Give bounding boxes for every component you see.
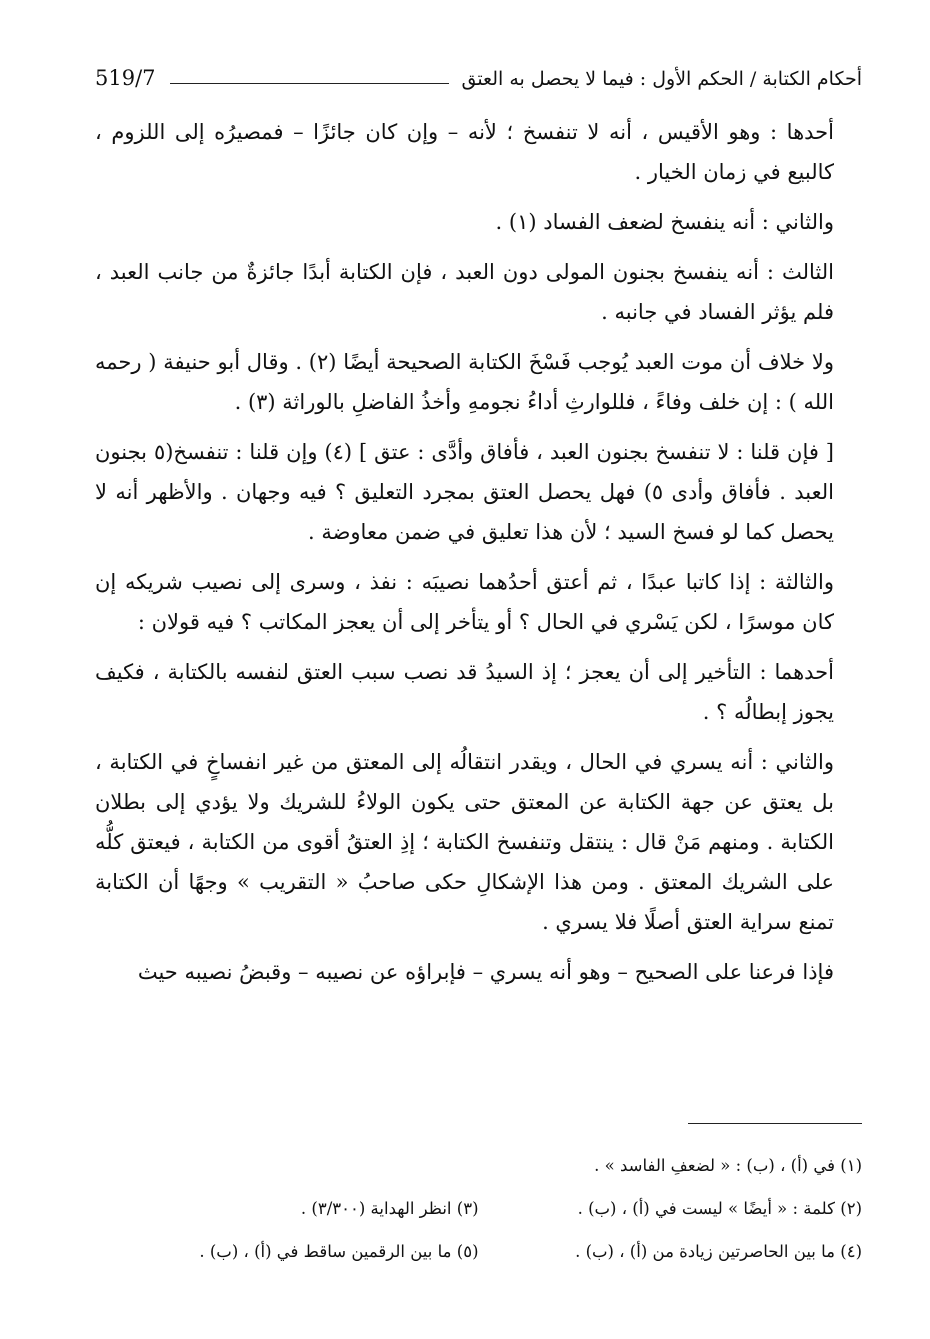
paragraph: الثالث : أنه ينفسخ بجنون المولى دون العبد ، فإن الكتابة أبدًا جائزةٌ من جانب العبد ، فلم يؤثر الفساد في جانبه . [95,260,834,324]
page-number: 519/7 [95,66,156,90]
paragraph: ولا خلاف أن موت العبد يُوجب فَسْخَ الكتابة الصحيحة أيضًا (٢) . وقال أبو حنيفة ( رحمه الله ) : إن خلف وفاءً ، فللوارثِ أداءُ نجومهِ وأخذُ الفاضلِ بالوراثة (٣) . [95,350,834,414]
footnote-3: (٣) انظر الهداية (٣/٣٠٠) . [300,1199,479,1218]
footnote-row [95,1144,862,1187]
paragraph: والثاني : أنه ينفسخ لضعف الفساد (١) . [495,210,834,234]
footnote-row [95,1230,862,1273]
paragraph: أحدها : وهو الأقيس ، أنه لا تنفسخ ؛ لأنه – وإن كان جائزًا – فمصيرُه إلى اللزوم ، كالبيع في زمان الخيار . [95,120,834,184]
paragraph: [ فإن قلنا : لا تنفسخ بجنون العبد ، فأفاق وأدَّى : عتق ] (٤) وإن قلنا : تنفسخ(٥ بجنون العبد . فأفاق وأدى ٥) فهل يحصل العتق بمجرد التعليق ؟ فيه وجهان . والأظهر أنه لا يحصل كما لو فسخ السيد ؛ لأن هذا تعليق في ضمن معاوضة . [95,440,834,544]
footnotes [95,1144,862,1273]
main-text [95,112,862,1002]
paragraph: فإذا فرعنا على الصحيح – وهو أنه يسري – فإبراؤه عن نصيبه – وقبضُ نصيبه حيث [137,960,834,984]
paragraph: والثاني : أنه يسري في الحال ، ويقدر انتقالُه إلى المعتق من غير انفساخٍ في الكتابة ، بل يعتق عن جهة الكتابة عن المعتق حتى يكون الولاءُ للشريك ولا يؤدي إلى بطلان الكتابة . ومنهم مَنْ قال : ينتقل وتنفسخ الكتابة ؛ إذِ العتقُ أقوى من الكتابة ، فيعتق كلُّه على الشريك المعتق . ومن هذا الإشكالِ حكى صاحبُ « التقريب » وجهًا أن الكتابة تمنع سراية العتق أصلًا فلا يسري . [95,750,834,934]
footnote-row [95,1187,862,1230]
paragraph: أحدهما : التأخير إلى أن يعجز ؛ إذ السيدُ قد نصب سبب العتق لنفسه بالكتابة ، فكيف يجوز إبطالُه ؟ . [95,660,834,724]
running-header [95,58,862,92]
footnote-2: (٢) كلمة : « أيضًا » ليست في (أ) ، (ب) . [577,1199,862,1218]
paragraph: والثالثة : إذا كاتبا عبدًا ، ثم أعتق أحدُهما نصيبَه : نفذ ، وسرى إلى نصيب شريكه إن كان موسرًا ، لكن يَسْري في الحال ؟ أو يتأخر إلى أن يعجز المكاتب ؟ فيه قولان : [95,570,834,634]
footnote-5: (٥) ما بين الرقمين ساقط في (أ) ، (ب) . [199,1242,479,1261]
footnote-divider [688,1123,862,1124]
footnote-4: (٤) ما بين الحاصرتين زيادة من (أ) ، (ب) . [575,1242,862,1261]
running-title: أحكام الكتابة / الحكم الأول : فيما لا يحصل به العتق [461,68,862,90]
footnote-1: (١) في (أ) ، (ب) : « لضعفِ الفاسد » . [594,1156,862,1175]
header-rule [170,83,450,84]
